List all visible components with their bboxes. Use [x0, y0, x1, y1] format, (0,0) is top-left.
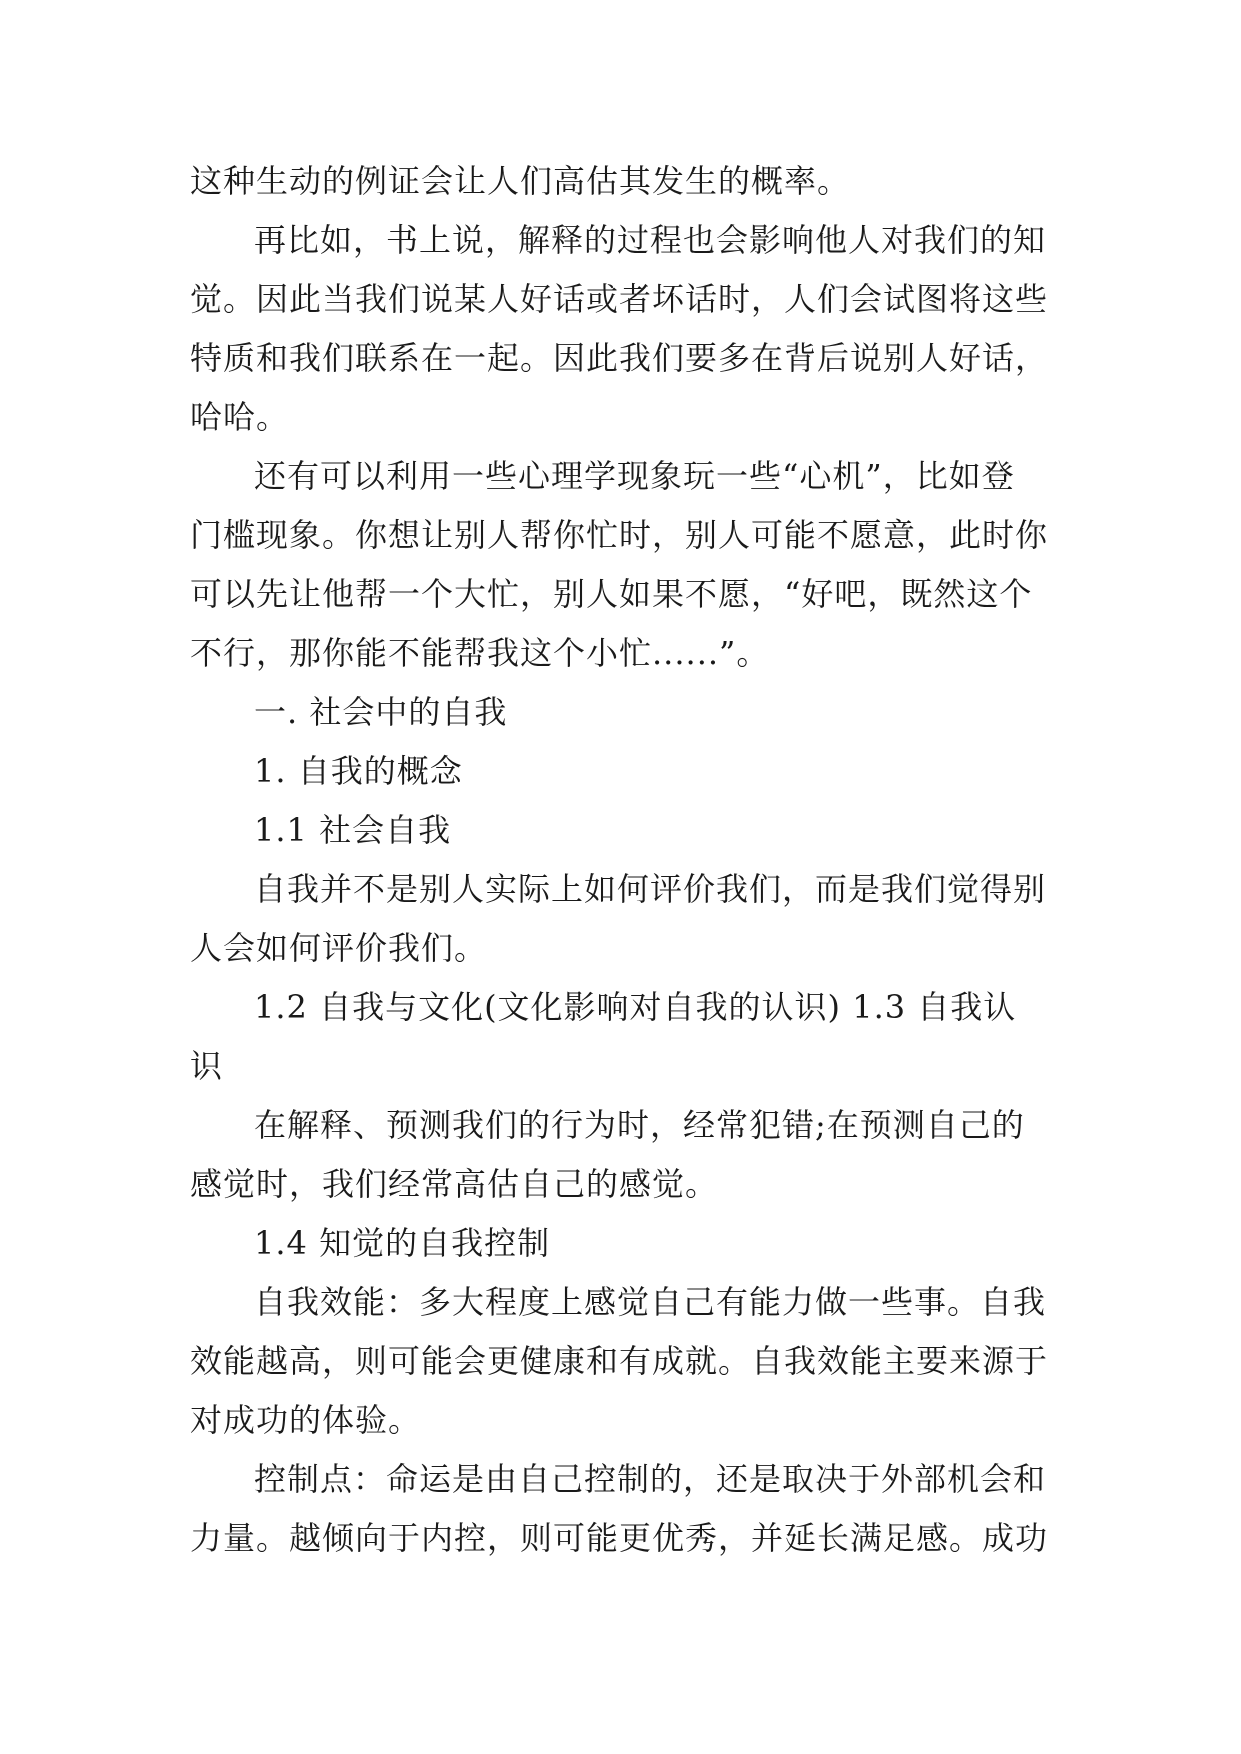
subsection-heading: 1.1 社会自我	[254, 811, 452, 849]
body-line: 门槛现象。你想让别人帮你忙时，别人可能不愿意，此时你	[190, 516, 1049, 554]
body-line: 还有可以利用一些心理学现象玩一些“心机”，比如登	[254, 457, 1015, 495]
body-line: 哈哈。	[190, 398, 290, 436]
body-line: 识	[190, 1047, 224, 1085]
body-line: 自我效能：多大程度上感觉自己有能力做一些事。自我	[254, 1283, 1047, 1321]
body-line: 自我并不是别人实际上如何评价我们，而是我们觉得别	[254, 870, 1047, 908]
body-line: 控制点：命运是由自己控制的，还是取决于外部机会和	[254, 1460, 1047, 1498]
document-body	[190, 152, 1050, 1568]
subsection-heading: 1.2 自我与文化(文化影响对自我的认识) 1.3 自我认	[254, 988, 1017, 1026]
subsection-heading: 1. 自我的概念	[254, 752, 463, 790]
body-line: 在解释、预测我们的行为时，经常犯错;在预测自己的	[254, 1106, 1025, 1144]
body-line: 效能越高，则可能会更健康和有成就。自我效能主要来源于	[190, 1342, 1049, 1380]
body-line: 可以先让他帮一个大忙，别人如果不愿，“好吧，既然这个	[190, 575, 1033, 613]
body-line: 对成功的体验。	[190, 1401, 422, 1439]
body-line: 再比如，书上说，解释的过程也会影响他人对我们的知	[254, 221, 1047, 259]
body-line: 感觉时，我们经常高估自己的感觉。	[190, 1165, 719, 1203]
body-line: 力量。越倾向于内控，则可能更优秀，并延长满足感。成功	[190, 1519, 1049, 1557]
body-line: 不行，那你能不能帮我这个小忙......”。	[190, 634, 770, 672]
body-line: 特质和我们联系在一起。因此我们要多在背后说别人好话，	[190, 339, 1049, 377]
body-line: 这种生动的例证会让人们高估其发生的概率。	[190, 162, 851, 200]
body-line: 人会如何评价我们。	[190, 929, 488, 967]
subsection-heading: 1.4 知觉的自我控制	[254, 1224, 551, 1262]
body-line: 觉。因此当我们说某人好话或者坏话时，人们会试图将这些	[190, 280, 1049, 318]
section-heading: 一. 社会中的自我	[254, 693, 508, 731]
